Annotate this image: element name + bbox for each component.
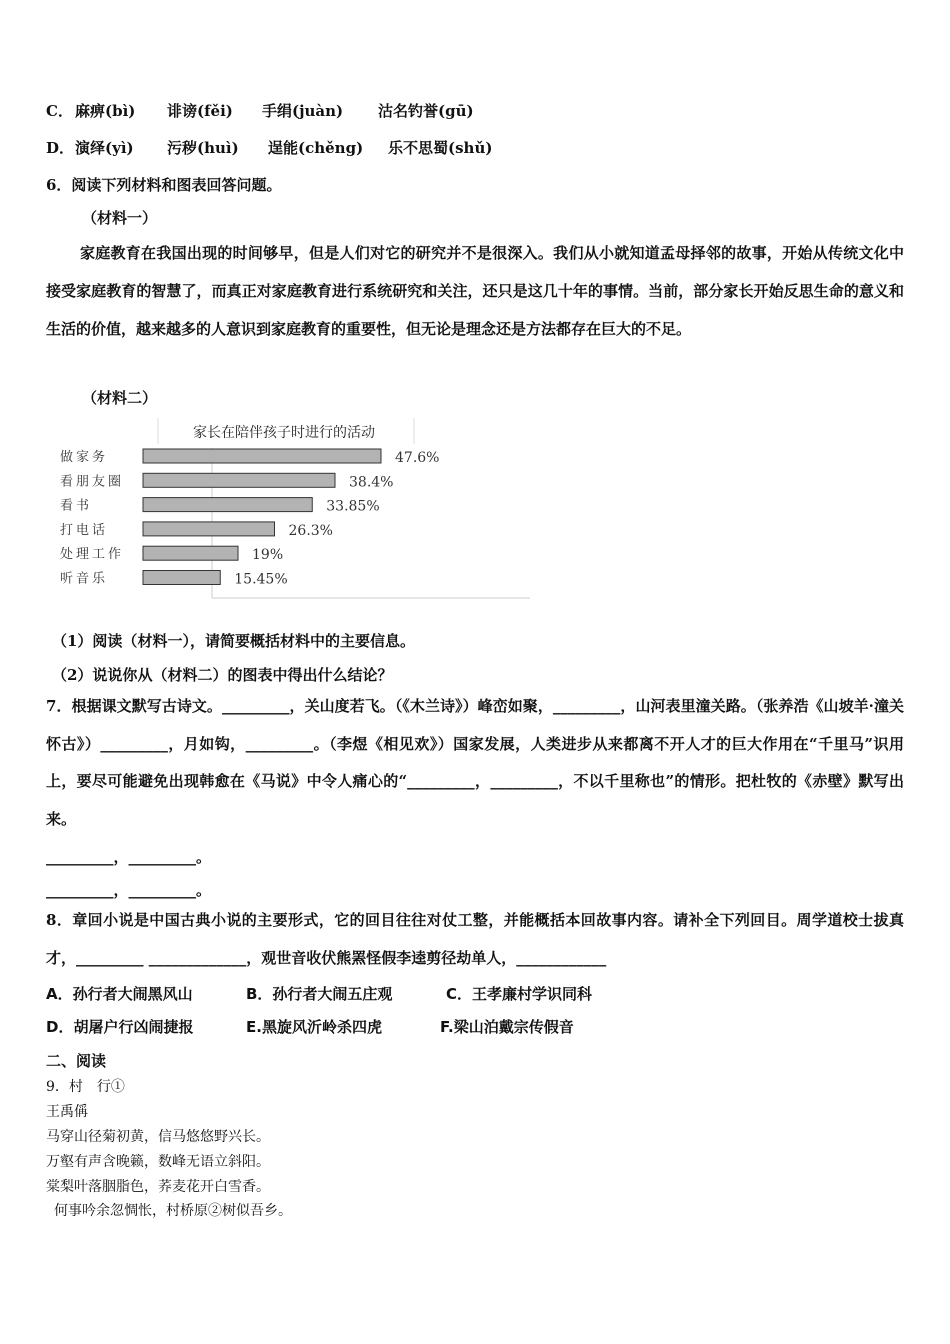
chart-value-label: 26.3% (288, 522, 333, 539)
chart-category-label: 看朋友圈 (60, 474, 125, 490)
chart-category-label: 看书 (60, 498, 93, 514)
q9-line-4: 何事吟余忽惆怅，村桥原②树似吾乡。 (54, 1203, 292, 1219)
q6-sub1: （1）阅读（材料一），请简要概括材料中的主要信息。 (52, 632, 415, 650)
option-c-label: C． (46, 102, 73, 120)
chart-bar (143, 546, 238, 560)
q8-option-b: B．孙行者大闹五庄观 (246, 985, 393, 1003)
q9-author: 王禹偁 (46, 1104, 88, 1120)
chart-category-label: 做家务 (60, 450, 109, 465)
option-c-item-1: 麻痹(bì) (75, 102, 136, 120)
chart-value-label: 15.45% (234, 571, 288, 588)
option-c-item-3: 手绢(juàn) (262, 102, 344, 120)
chart-value-label: 38.4% (349, 474, 394, 491)
option-d-label: D． (46, 139, 75, 157)
q6-material2-label: （材料二） (82, 389, 158, 407)
chart-title: 家长在陪伴孩子时进行的活动 (193, 425, 375, 441)
chart-bar (143, 449, 381, 463)
option-c-item-4: 沽名钓誉(gū) (378, 102, 474, 120)
option-d-item-2: 污秽(huì) (167, 139, 239, 157)
chart-category-label: 听音乐 (60, 571, 109, 587)
q9-line-3: 棠梨叶落胭脂色，荞麦花开白雪香。 (46, 1179, 270, 1195)
q8-option-a: A．孙行者大闹黑风山 (46, 985, 193, 1003)
q8-text: 8．章回小说是中国古典小说的主要形式，它的回目往往对仗工整，并能概括本回故事内容。请补全下列回目。周学道校士拔真才，_________ _____________，观世音收伏熊罴怪假李逵剪径劫单人，____________ (46, 911, 904, 967)
chart-value-label: 19% (252, 547, 284, 564)
chart-category-label: 打电话 (60, 522, 109, 538)
q8-option-d: D．胡屠户行凶闹捷报 (46, 1018, 194, 1036)
option-d-item-3: 逞能(chěng) (268, 139, 364, 157)
q7-blank-line-2: _________，_________。 (46, 881, 212, 899)
q6-material1-text: 家庭教育在我国出现的时间够早，但是人们对它的研究并不是很深入。我们从小就知道孟母择邻的故事，开始从传统文化中接受家庭教育的智慧了，而真正对家庭教育进行系统研究和关注，还只是这几十年的事情。当前，部分家长开始反思生命的意义和生活的价值，越来越多的人意识到家庭教育的重要性，但无论是理念还是方法都存在巨大的不足。 (46, 244, 904, 338)
option-c-item-2: 诽谤(fěi) (167, 102, 233, 120)
chart-bar (143, 571, 220, 585)
q8-option-e: E.黑旋风沂岭杀四虎 (246, 1018, 382, 1036)
chart-bar (143, 473, 335, 487)
activity-bar-chart (44, 418, 530, 600)
q7-text: 7．根据课文默写古诗文。_________，关山度若飞。（《木兰诗》）峰峦如聚，_________，山河表里潼关路。（张养浩《山坡羊·潼关怀古》）_________，月如钩，_________。（李煜《相见欢》）国家发展，人类进步从来都离不开人才的巨大作用在“千里马”识用上，要尽可能避免出现韩愈在《马说》中令人痛心的“_________，_________，不以千里称也”的情形。把杜牧的《赤壁》默写出来。 (46, 697, 904, 828)
q9-title: 9．村 行① (46, 1079, 125, 1095)
q8-option-f: F.梁山泊戴宗传假音 (440, 1018, 574, 1036)
chart-bar (143, 498, 312, 512)
section-2-title: 二、阅读 (46, 1052, 107, 1070)
chart-bar (143, 522, 275, 536)
option-d-item-4: 乐不思蜀(shǔ) (388, 139, 493, 157)
q6-material1-label: （材料一） (82, 209, 158, 227)
option-d-item-1: 演绎(yì) (75, 139, 134, 157)
chart-value-label: 33.85% (326, 498, 380, 515)
chart-category-label: 处理工作 (60, 547, 125, 563)
q9-line-1: 马穿山径菊初黄，信马悠悠野兴长。 (46, 1129, 270, 1145)
q7-blank-line-1: _________，_________。 (46, 848, 212, 866)
chart-value-label: 47.6% (395, 450, 440, 466)
q6-stem: 6．阅读下列材料和图表回答问题。 (46, 176, 282, 194)
q6-sub2: （2）说说你从（材料二）的图表中得出什么结论？ (52, 666, 393, 684)
q8-option-c: C．王孝廉村学识同科 (446, 985, 593, 1003)
q9-line-2: 万壑有声含晚籁，数峰无语立斜阳。 (46, 1154, 270, 1170)
